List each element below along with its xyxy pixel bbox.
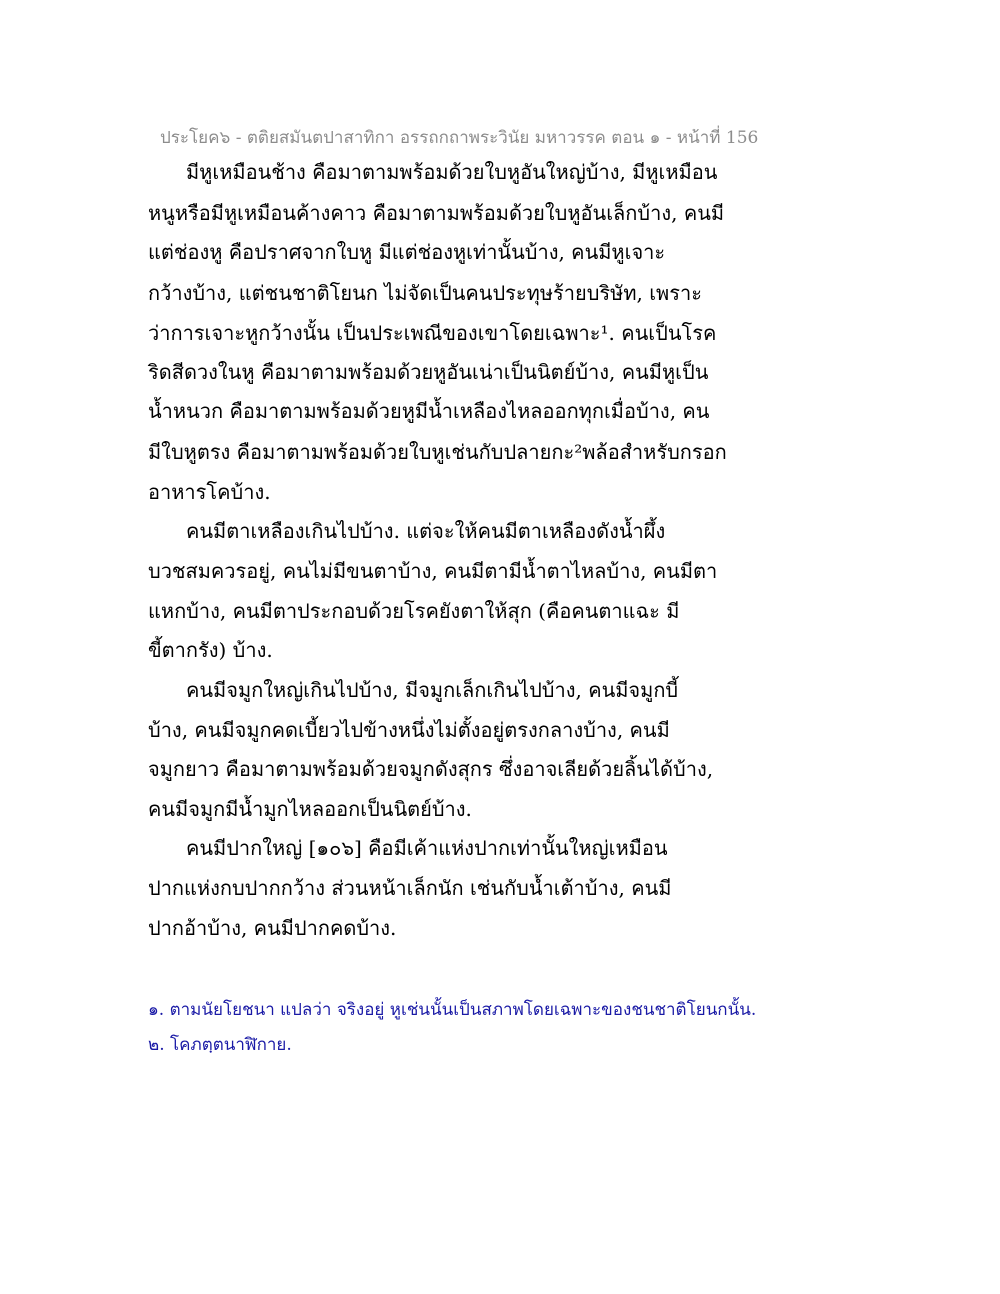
body-line: น้ำหนวก คือมาตามพร้อมด้วยหูมีน้ำเหลืองไหลออกทุกเมื่อบ้าง, คน (148, 399, 710, 423)
body-line: คนมีตาเหลืองเกินไปบ้าง. แต่จะให้คนมีตาเหลืองดังน้ำผึ้ง (186, 519, 666, 543)
body-line: บ้าง, คนมีจมูกคดเบี้ยวไปข้างหนึ่งไม่ตั้งอยู่ตรงกลางบ้าง, คนมี (148, 718, 670, 742)
running-header: ประโยค๖ - ตติยสมันตปาสาทิกา อรรถกถาพระวินัย มหาวรรค ตอน ๑ - หน้าที่ 156 (160, 128, 759, 148)
body-line: กว้างบ้าง, แต่ชนชาติโยนก ไม่จัดเป็นคนประทุษร้ายบริษัท, เพราะ (148, 281, 702, 305)
body-line: จมูกยาว คือมาตามพร้อมด้วยจมูกดังสุกร ซึ่งอาจเลียด้วยลิ้นได้บ้าง, (148, 757, 714, 781)
body-line: แต่ช่องหู คือปราศจากใบหู มีแต่ช่องหูเท่านั้นบ้าง, คนมีหูเจาะ (148, 240, 666, 264)
body-line: บวชสมควรอยู่, คนไม่มีขนตาบ้าง, คนมีตามีน้ำตาไหลบ้าง, คนมีตา (148, 559, 718, 583)
body-line: คนมีจมูกใหญ่เกินไปบ้าง, มีจมูกเล็กเกินไปบ้าง, คนมีจมูกบี้ (186, 678, 679, 702)
body-line: แหกบ้าง, คนมีตาประกอบด้วยโรคยังตาให้สุก (คือคนตาแฉะ มี (148, 599, 680, 623)
body-line: ริดสีดวงในหู คือมาตามพร้อมด้วยหูอันเน่าเป็นนิตย์บ้าง, คนมีหูเป็น (148, 360, 709, 384)
body-line: มีหูเหมือนช้าง คือมาตามพร้อมด้วยใบหูอันใหญ่บ้าง, มีหูเหมือน (186, 160, 718, 184)
body-line: ปากแห่งกบปากกว้าง ส่วนหน้าเล็กนัก เช่นกับน้ำเต้าบ้าง, คนมี (148, 876, 672, 900)
body-line: หนูหรือมีหูเหมือนค้างคาว คือมาตามพร้อมด้วยใบหูอันเล็กบ้าง, คนมี (148, 201, 725, 225)
body-line: คนมีปากใหญ่ [๑๐๖] คือมีเค้าแห่งปากเท่านั้นใหญ่เหมือน (186, 836, 668, 860)
body-line: คนมีจมูกมีน้ำมูกไหลออกเป็นนิตย์บ้าง. (148, 797, 472, 821)
body-line: อาหารโคบ้าง. (148, 480, 271, 504)
footnote: ๒. โคภตฺตนาฬิกาย. (148, 1035, 292, 1055)
footnote: ๑. ตามนัยโยชนา แปลว่า จริงอยู่ หูเช่นนั้นเป็นสภาพโดยเฉพาะของชนชาติโยนกนั้น. (148, 1000, 757, 1020)
body-line: ขี้ตากรัง) บ้าง. (148, 638, 273, 662)
body-line: มีใบหูตรง คือมาตามพร้อมด้วยใบหูเช่นกับปลายกะ²พล้อสำหรับกรอก (148, 440, 727, 464)
body-line: ว่าการเจาะหูกว้างนั้น เป็นประเพณีของเขาโดยเฉพาะ¹. คนเป็นโรค (148, 321, 717, 345)
body-line: ปากอ้าบ้าง, คนมีปากคดบ้าง. (148, 916, 397, 940)
